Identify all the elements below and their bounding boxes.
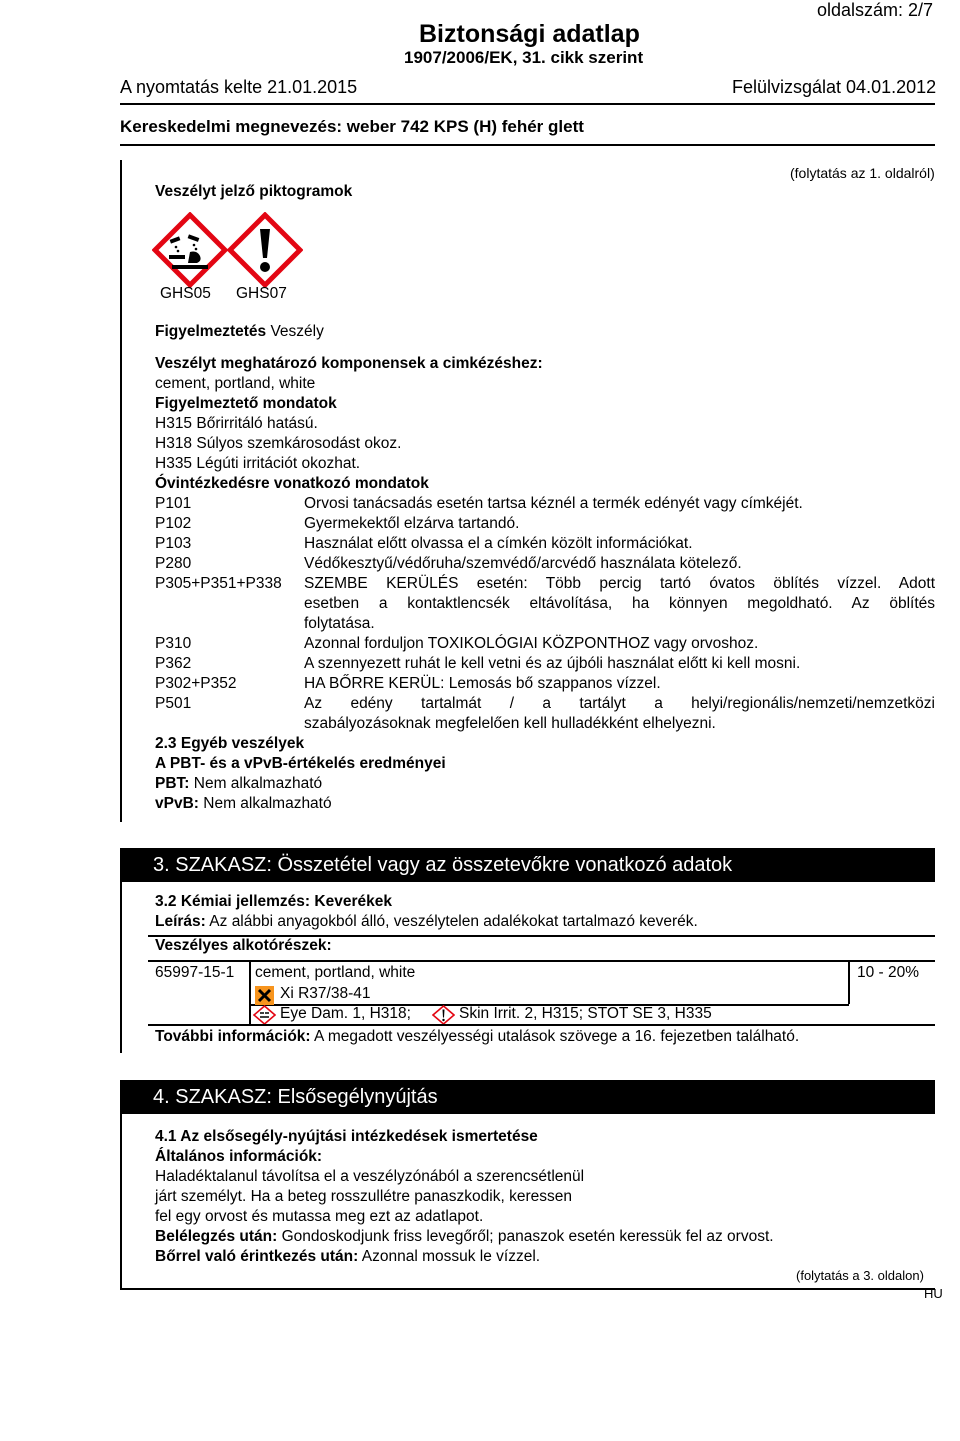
precautionary-text: HA BŐRRE KERÜL: Lemosás bő szappanos vízzel. (304, 675, 661, 692)
precautionary-text: Védőkesztyű/védőruha/szemvédő/arcvédő használata kötelező. (304, 555, 742, 572)
skin-contact-text: Azonnal mossuk le vízzel. (361, 1248, 541, 1265)
continued-from-note: (folytatás az 1. oldalról) (790, 165, 935, 181)
inhalation-label: Belélegzés után: (155, 1228, 278, 1245)
precautionary-code: P302+P352 (155, 675, 237, 692)
trade-name: Kereskedelmi megnevezés: weber 742 KPS (H) fehér glett (120, 117, 584, 136)
further-info-label: További információk: (155, 1028, 311, 1045)
section4-title: 4. SZAKASZ: Elsősegélynyújtás (120, 1080, 935, 1114)
exclamation-pictogram-icon (227, 212, 303, 288)
classification-skin: Skin Irrit. 2, H315; STOT SE 3, H335 (459, 1005, 712, 1022)
table-column-rule (848, 960, 850, 1004)
vpvb-label: vPvB: (155, 795, 199, 812)
precautionary-text: Gyermekektől elzárva tartandó. (304, 515, 520, 532)
general-info-line: Haladéktalanul távolítsa el a veszélyzónából a szerencsétlenül (155, 1168, 585, 1185)
document-title: Biztonsági adatlap (419, 20, 640, 48)
section3-left-rule (120, 882, 122, 1053)
precautionary-code: P280 (155, 555, 192, 572)
vpvb-value: Nem alkalmazható (203, 795, 332, 812)
section3-title: 3. SZAKASZ: Összetétel vagy az összetevőkre vonatkozó adatok (120, 848, 935, 882)
section2-left-rule (120, 160, 122, 822)
corrosion-small-icon (253, 1005, 276, 1025)
precautionary-text: SZEMBE KERÜLÉS esetén: Több percig tartó óvatos öblítés vízzel. Adott (304, 575, 935, 592)
classification-eye: Eye Dam. 1, H318; (280, 1005, 411, 1022)
harmful-x-icon (255, 986, 274, 1005)
hazard-statement: H315 Bőrirritáló hatású. (155, 415, 318, 432)
hazardous-components-heading: Veszélyes alkotórészek: (155, 937, 332, 954)
precautionary-code: P103 (155, 535, 192, 552)
further-info-text: A megadott veszélyességi utalások szövege a 16. fejezetben található. (314, 1028, 800, 1045)
print-date: A nyomtatás kelte 21.01.2015 (120, 77, 358, 97)
inhalation-line (155, 1228, 774, 1246)
table-column-rule (249, 960, 251, 1024)
skin-contact-line (155, 1248, 540, 1266)
page-number: oldalszám: 2/7 (817, 0, 934, 20)
description-label: Leírás: (155, 913, 206, 930)
regulation-reference: 1907/2006/EK, 31. cikk szerint (404, 48, 644, 67)
trade-name-divider (120, 144, 935, 146)
further-info (155, 1028, 799, 1046)
component-name: cement, portland, white (255, 964, 416, 981)
hazard-statement: H335 Légúti irritációt okozhat. (155, 455, 361, 472)
corrosion-pictogram-icon (152, 212, 228, 288)
general-info-line: fel egy orvost és mutassa meg ezt az adatlapot. (155, 1208, 484, 1225)
pbt-heading: A PBT- és a vPvB-értékelés eredményei (155, 755, 446, 772)
pictograms-heading: Veszélyt jelző piktogramok (155, 183, 353, 200)
precautionary-text: Azonnal forduljon TOXIKOLÓGIAI KÖZPONTHOZ vagy orvoshoz. (304, 635, 759, 652)
precautionary-text: esetben a kontaktlencsék eltávolítása, ha könnyen megoldható. Az öblítés (304, 595, 935, 612)
pbt-label: PBT: (155, 775, 190, 792)
precautionary-code: P310 (155, 635, 192, 652)
description-text: Az alábbi anyagokból álló, veszélytelen adalékokat tartalmazó keverék. (209, 913, 698, 930)
hazard-statement: H318 Súlyos szemkárosodást okoz. (155, 435, 402, 452)
precautionary-text: Használat előtt olvassa el a címkén közölt információkat. (304, 535, 693, 552)
continued-on-note: (folytatás a 3. oldalon) (796, 1268, 924, 1283)
pictogram-code-ghs05: GHS05 (160, 285, 211, 302)
section3-subheading: 3.2 Kémiai jellemzés: Keverékek (155, 893, 392, 910)
vpvb-line (155, 795, 332, 813)
concentration: 10 - 20% (857, 964, 920, 981)
precautionary-code: P102 (155, 515, 192, 532)
components-heading: Veszélyt meghatározó komponensek a cimkézéshez: (155, 355, 543, 372)
mixture-description (155, 913, 698, 931)
table-bottom-rule (148, 1024, 935, 1026)
language-code: HU (924, 1286, 943, 1301)
pbt-line (155, 775, 322, 793)
components: cement, portland, white (155, 375, 316, 392)
pbt-value: Nem alkalmazható (193, 775, 323, 792)
inhalation-text: Gondoskodjunk friss levegőről; panaszok esetén keressük fel az orvost. (281, 1228, 774, 1245)
precautionary-code: P305+P351+P338 (155, 575, 282, 592)
cas-number: 65997-15-1 (155, 964, 235, 981)
skin-contact-label: Bőrrel való érintkezés után: (155, 1248, 359, 1265)
section4-left-rule (120, 1114, 122, 1288)
revision-date: Felülvizsgálat 04.01.2012 (732, 77, 937, 97)
precautionary-heading: Óvintézkedésre vonatkozó mondatok (155, 475, 429, 492)
table-header-rule (148, 960, 935, 962)
precautionary-text: szabályozásoknak megfelelően kell hulladékként elhelyezni. (304, 715, 716, 732)
precautionary-text: A szennyezett ruhát le kell vetni és az újbóli használat előtt ki kell mosni. (304, 655, 801, 672)
exclamation-small-icon (432, 1005, 455, 1025)
pictogram-code-ghs07: GHS07 (236, 285, 287, 302)
header-divider (120, 103, 935, 105)
classification-old: Xi R37/38-41 (280, 985, 371, 1002)
precautionary-code: P101 (155, 495, 192, 512)
precautionary-code: P501 (155, 695, 192, 712)
general-info-line: járt személyt. Ha a beteg rosszullétre panaszkodik, keressen (155, 1188, 572, 1205)
other-hazards-heading: 2.3 Egyéb veszélyek (155, 735, 305, 752)
precautionary-code: P362 (155, 655, 192, 672)
footer-rule (120, 1288, 935, 1290)
precautionary-text: folytatása. (304, 615, 375, 632)
signal-word-label: Figyelmeztetés (155, 323, 267, 340)
section4-subheading: 4.1 Az elsősegély-nyújtási intézkedések ismertetése (155, 1128, 538, 1145)
precautionary-text: Az edény tartalmát / a tartályt a helyi/regionális/nemzeti/nemzetközi (304, 695, 935, 712)
hazard-statements-heading: Figyelmeztető mondatok (155, 395, 337, 412)
general-info-label: Általános információk: (155, 1148, 323, 1165)
signal-word: Veszély (270, 323, 324, 340)
signal-word-line (155, 323, 324, 341)
precautionary-text: Orvosi tanácsadás esetén tartsa kéznél a termék edényét vagy címkéjét. (304, 495, 803, 512)
